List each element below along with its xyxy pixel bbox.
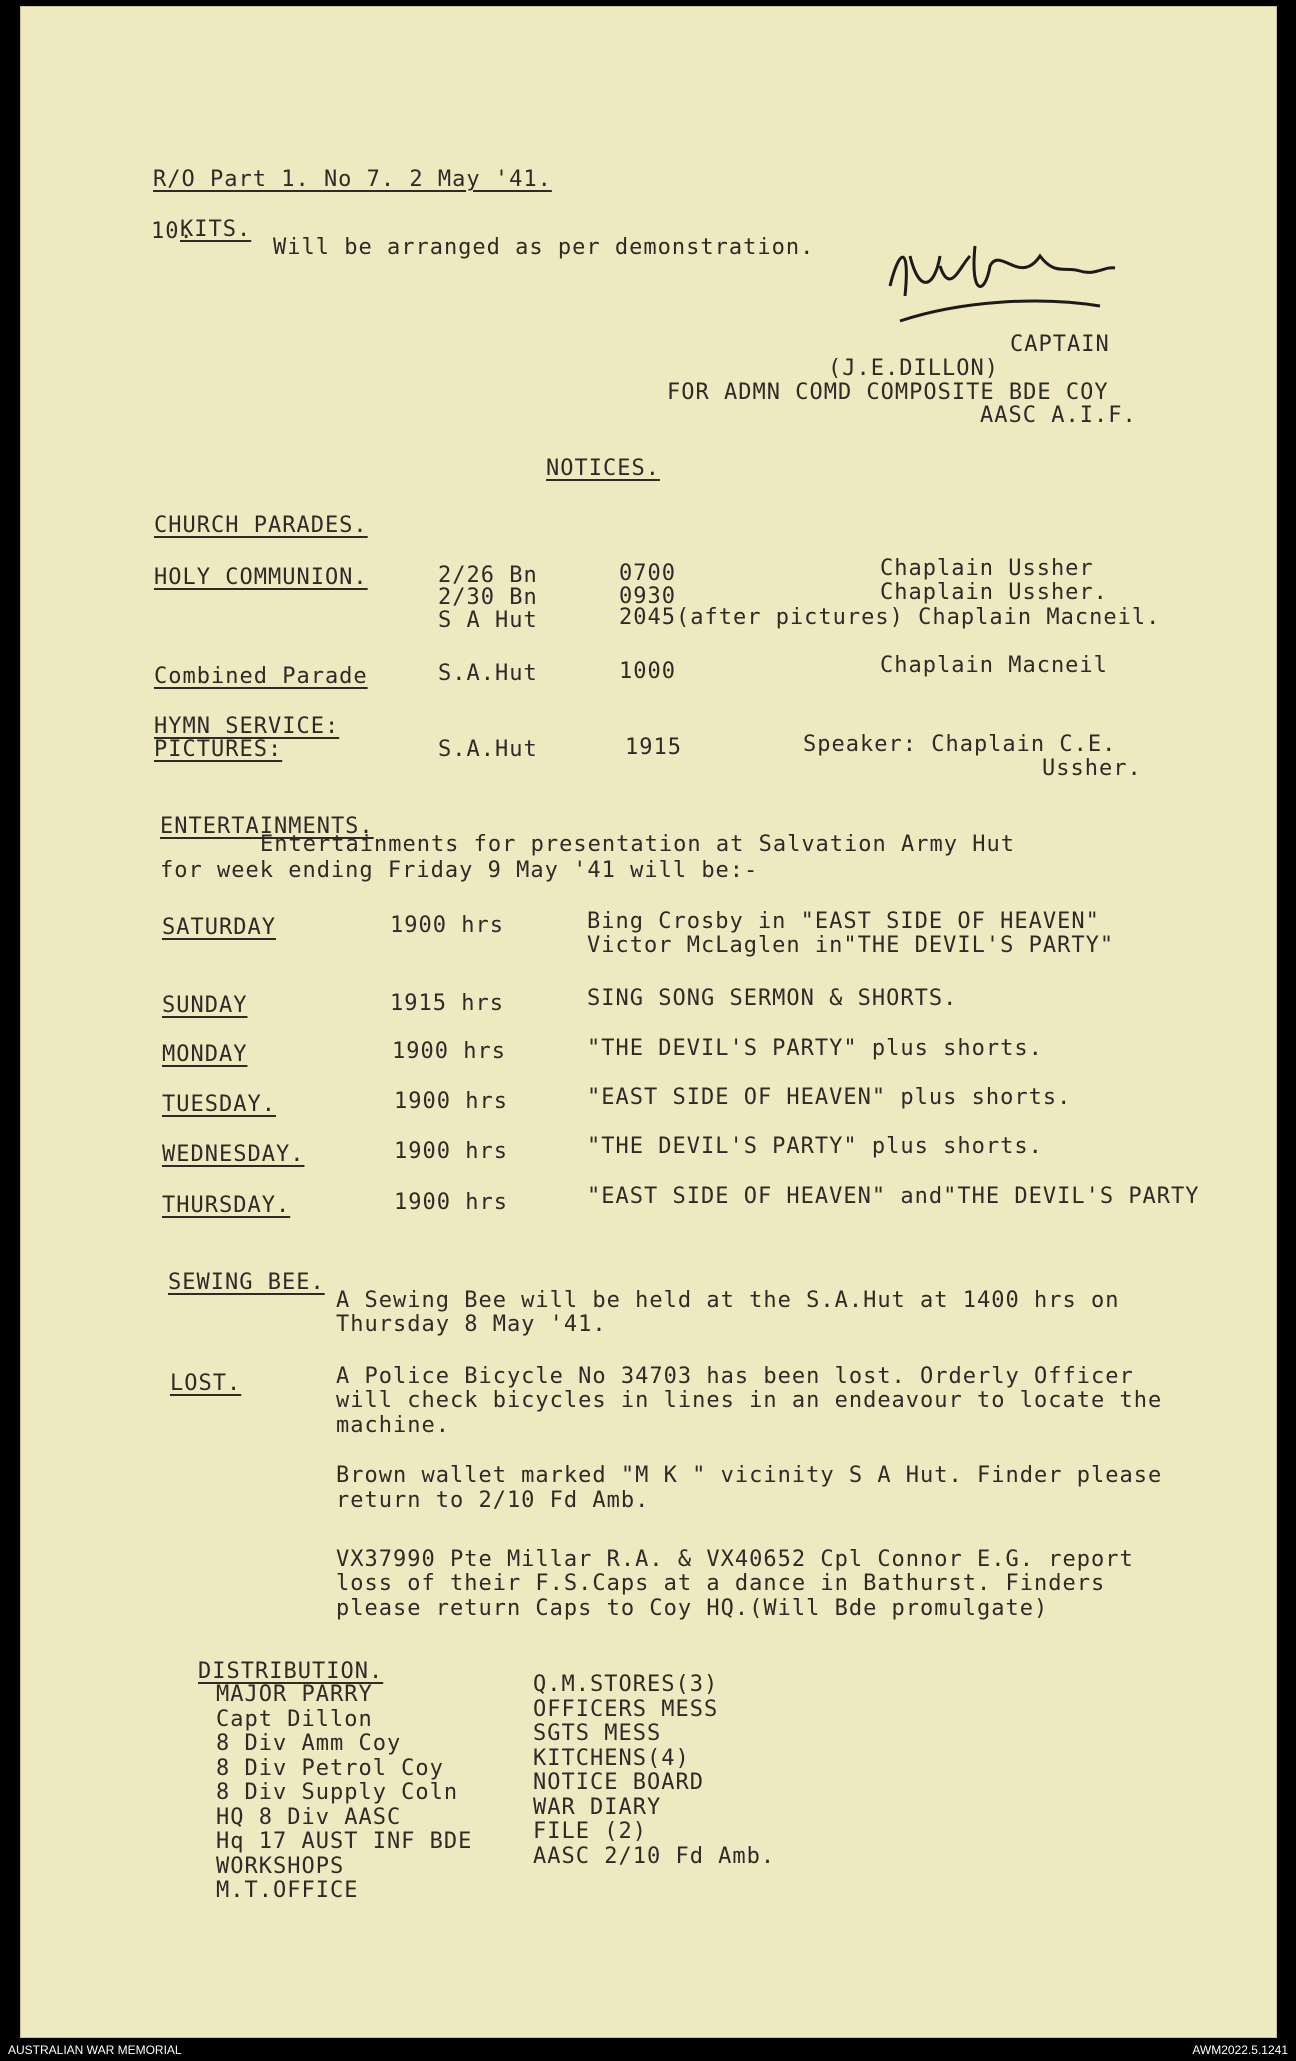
schedule-day: SATURDAY: [162, 915, 276, 940]
archive-reference: AWM2022.5.1241: [1192, 2043, 1288, 2057]
hymn-time: 1915: [625, 735, 682, 760]
sewing-bee-title: SEWING BEE.: [168, 1270, 325, 1295]
list-item: WORKSHOPS: [216, 1854, 345, 1879]
church-parades-title: CHURCH PARADES.: [154, 513, 368, 538]
lost-p1-line2: will check bicycles in lines in an endeavour to locate the: [336, 1388, 1163, 1413]
signature-line1: FOR ADMN COMD COMPOSITE BDE COY: [667, 380, 1109, 405]
signature-rank: CAPTAIN: [1010, 332, 1110, 357]
list-item: Hq 17 AUST INF BDE: [216, 1829, 473, 1854]
hc-time-2: 0930: [619, 584, 676, 609]
schedule-time: 1900 hrs: [390, 913, 504, 938]
hc-time-1: 0700: [619, 561, 676, 586]
combined-chaplain: Chaplain Macneil: [880, 653, 1108, 678]
list-item: OFFICERS MESS: [533, 1697, 719, 1722]
schedule-time: 1900 hrs: [394, 1089, 508, 1114]
entertainments-title: ENTERTAINMENTS.: [160, 814, 374, 839]
hc-time-3: 2045(after pictures) Chaplain Macneil.: [619, 605, 1161, 630]
list-item: 8 Div Petrol Coy: [216, 1756, 444, 1781]
hymn-unit: S.A.Hut: [438, 737, 538, 762]
document-page: [20, 6, 1277, 2038]
routine-order-header: R/O Part 1. No 7. 2 May '41.: [153, 167, 552, 192]
schedule-day: SUNDAY: [162, 993, 248, 1018]
signature-name: (J.E.DILLON): [828, 356, 999, 381]
hymn-service-label: HYMN SERVICE:: [154, 714, 340, 739]
hc-unit-2: 2/30 Bn: [438, 585, 538, 610]
combined-parade-label: Combined Parade: [154, 664, 368, 689]
hc-unit-3: S A Hut: [438, 608, 538, 633]
schedule-program: "THE DEVIL'S PARTY" plus shorts.: [587, 1134, 1043, 1159]
hymn-speaker-1: Speaker: Chaplain C.E.: [803, 732, 1117, 757]
list-item: MAJOR PARRY: [216, 1682, 373, 1707]
schedule-day: THURSDAY.: [162, 1193, 291, 1218]
sewing-bee-line1: A Sewing Bee will be held at the S.A.Hut at 1400 hrs on: [336, 1288, 1120, 1313]
schedule-program: SING SONG SERMON & SHORTS.: [587, 986, 958, 1011]
signature-image: [880, 226, 1120, 336]
entertainments-line2: for week ending Friday 9 May '41 will be:-: [160, 858, 759, 883]
schedule-day: WEDNESDAY.: [162, 1142, 305, 1167]
hc-unit-1: 2/26 Bn: [438, 563, 538, 588]
lost-p2-line2: return to 2/10 Fd Amb.: [336, 1488, 650, 1513]
list-item: KITCHENS(4): [533, 1746, 690, 1771]
distribution-title: DISTRIBUTION.: [198, 1659, 384, 1684]
schedule-day: MONDAY: [162, 1042, 248, 1067]
lost-p3-line3: please return Caps to Coy HQ.(Will Bde promulgate): [336, 1596, 1049, 1621]
schedule-day: TUESDAY.: [162, 1092, 276, 1117]
schedule-time: 1900 hrs: [394, 1190, 508, 1215]
kits-title: KITS.: [180, 217, 252, 242]
lost-p1-line1: A Police Bicycle No 34703 has been lost. Orderly Officer: [336, 1364, 1134, 1389]
list-item: M.T.OFFICE: [216, 1878, 359, 1903]
schedule-program: "THE DEVIL'S PARTY" plus shorts.: [587, 1036, 1043, 1061]
signature-line2: AASC A.I.F.: [980, 403, 1137, 428]
schedule-time: 1915 hrs: [390, 991, 504, 1016]
list-item: SGTS MESS: [533, 1721, 662, 1746]
lost-title: LOST.: [170, 1371, 242, 1396]
kits-number: 10.: [151, 219, 194, 244]
list-item: NOTICE BOARD: [533, 1770, 704, 1795]
lost-p3-line1: VX37990 Pte Millar R.A. & VX40652 Cpl Connor E.G. report: [336, 1547, 1134, 1572]
archive-credit: AUSTRALIAN WAR MEMORIAL: [8, 2043, 182, 2057]
schedule-time: 1900 hrs: [394, 1139, 508, 1164]
schedule-program: "EAST SIDE OF HEAVEN" and"THE DEVIL'S PARTY: [587, 1184, 1200, 1209]
list-item: Capt Dillon: [216, 1707, 373, 1732]
combined-unit: S.A.Hut: [438, 661, 538, 686]
list-item: 8 Div Amm Coy: [216, 1731, 402, 1756]
combined-time: 1000: [619, 659, 676, 684]
list-item: FILE (2): [533, 1819, 647, 1844]
list-item: AASC 2/10 Fd Amb.: [533, 1844, 776, 1869]
holy-communion-label: HOLY COMMUNION.: [154, 565, 368, 590]
hymn-speaker-2: Ussher.: [1042, 756, 1142, 781]
hc-chaplain-2: Chaplain Ussher.: [880, 580, 1108, 605]
list-item: WAR DIARY: [533, 1795, 662, 1820]
entertainments-line1: Entertainments for presentation at Salvation Army Hut: [260, 832, 1015, 857]
pictures-label: PICTURES:: [154, 737, 283, 762]
schedule-program: Bing Crosby in "EAST SIDE OF HEAVEN": [587, 909, 1100, 934]
schedule-program-2: Victor McLaglen in"THE DEVIL'S PARTY": [587, 933, 1115, 958]
hc-chaplain-1: Chaplain Ussher: [880, 556, 1094, 581]
lost-p2-line1: Brown wallet marked "M K " vicinity S A Hut. Finder please: [336, 1463, 1163, 1488]
kits-text: Will be arranged as per demonstration.: [273, 235, 815, 260]
list-item: 8 Div Supply Coln: [216, 1780, 459, 1805]
list-item: HQ 8 Div AASC: [216, 1805, 402, 1830]
schedule-program: "EAST SIDE OF HEAVEN" plus shorts.: [587, 1085, 1072, 1110]
notices-heading: NOTICES.: [546, 456, 660, 481]
lost-p1-line3: machine.: [336, 1413, 450, 1438]
list-item: Q.M.STORES(3): [533, 1672, 719, 1697]
schedule-time: 1900 hrs: [392, 1039, 506, 1064]
sewing-bee-line2: Thursday 8 May '41.: [336, 1312, 607, 1337]
lost-p3-line2: loss of their F.S.Caps at a dance in Bathurst. Finders: [336, 1571, 1106, 1596]
